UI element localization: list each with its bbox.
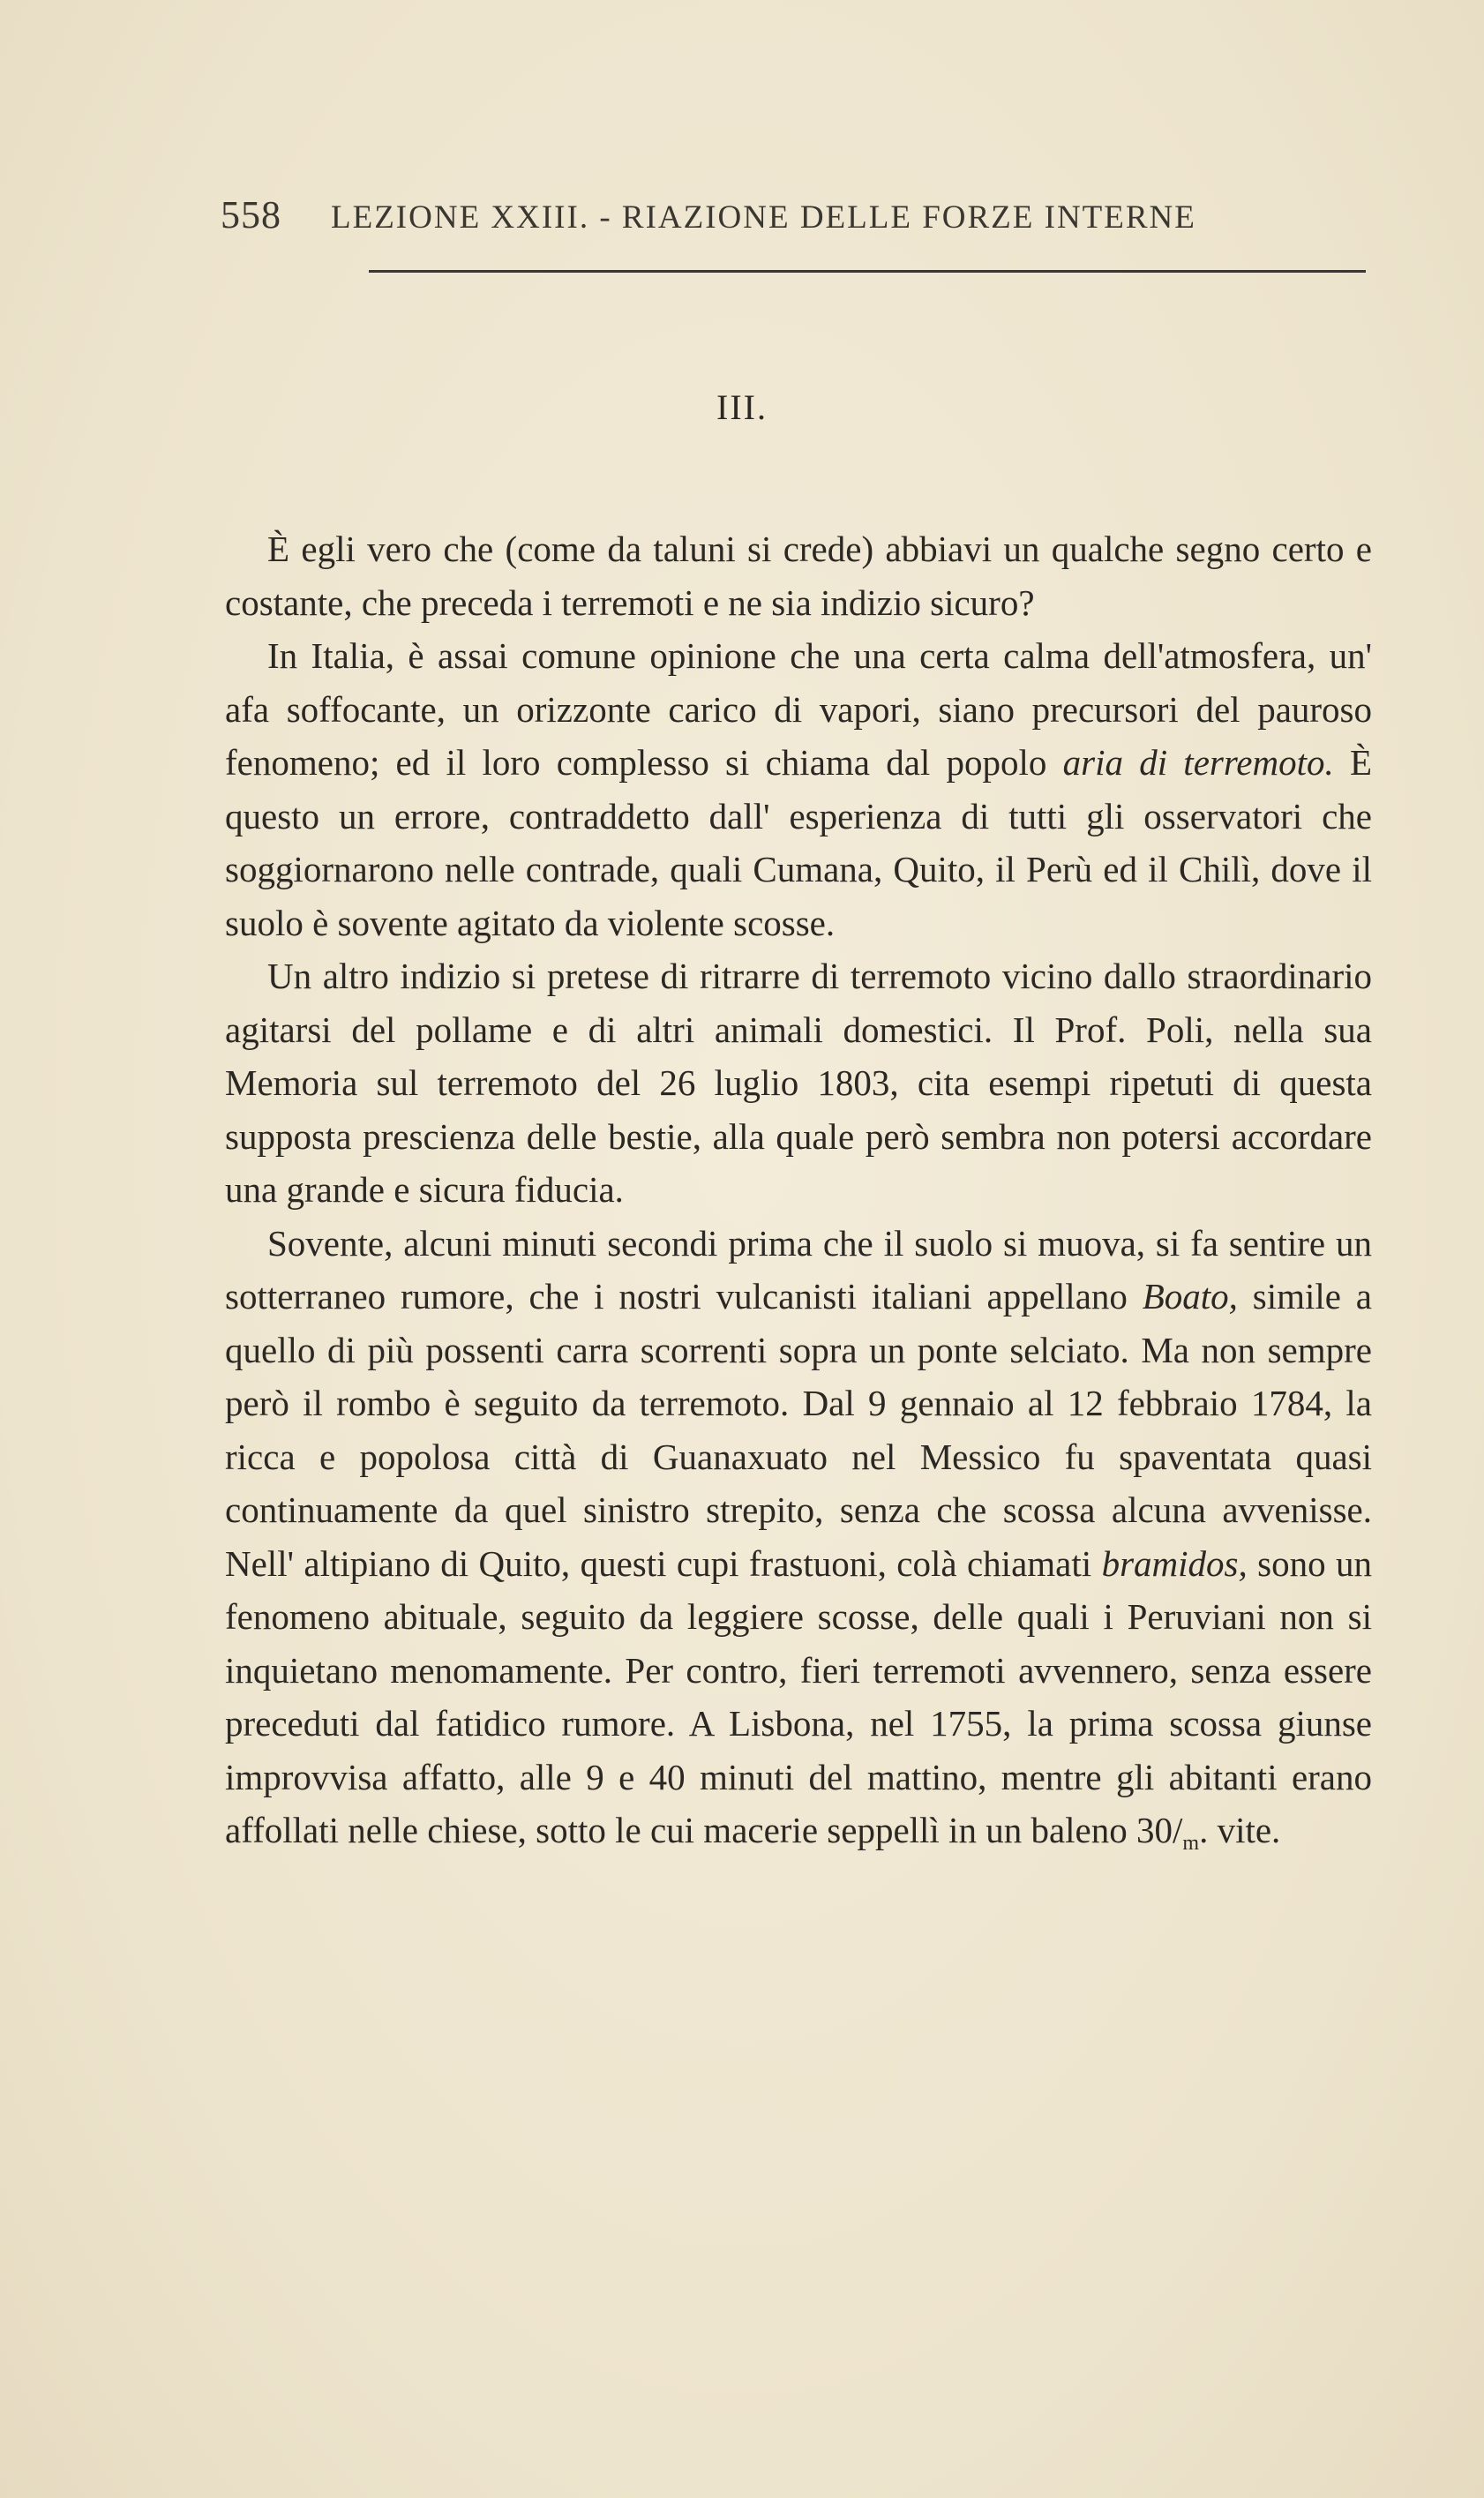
paragraph-4-text: Sovente, alcuni minuti secondi prima che il suolo si muova, si fa sentire un sotterraneo rumore, che i nostri vulcanisti italiani appellano	[225, 1222, 1372, 1317]
paragraph-4-text-end: . vite.	[1199, 1810, 1281, 1850]
page-number: 558	[221, 193, 281, 236]
page-header	[221, 192, 1244, 237]
fraction-number: 30/	[1136, 1810, 1183, 1850]
paragraph-2-italic: aria di terremoto.	[1062, 742, 1334, 783]
paragraph-2-text-end: È questo un errore, contraddetto dall' esperienza di tutti gli osservatori che soggiornarono nelle contrade, quali Cumana, Quito, il Perù ed il Chilì, dove il suolo è sovente agitato da violente scosse.	[225, 742, 1372, 943]
paragraph-4-text-middle: simile a quello di più possenti carra scorrenti sopra un ponte selciato. Ma non sempre però il rombo è seguito da terremoto. Dal 9 gennaio al 12 febbraio 1784, la ricca e popolosa città di Guanaxuato nel Messico fu spaventata quasi continuamente da quel sinistro strepito, senza che scossa alcuna avvenisse. Nell' altipiano di Quito, questi cupi frastuoni, colà chiamati	[225, 1276, 1372, 1584]
header-rule	[369, 270, 1366, 273]
paragraph-3: Un altro indizio si pretese di ritrarre di terremoto vicino dallo straordinario agitarsi del pollame e di altri animali domestici. Il Prof. Poli, nella sua Memoria sul terremoto del 26 luglio 1803, cita esempi ripetuti di questa supposta prescienza delle bestie, alla quale però sembra non potersi accordare una grande e sicura fiducia.	[225, 956, 1372, 1210]
running-head: LEZIONE XXIII. - RIAZIONE DELLE FORZE INTERNE	[331, 199, 1196, 236]
fraction-subscript: m	[1182, 1832, 1200, 1855]
paragraph-4-text-after: sono un fenomeno abituale, seguito da leggiere scosse, delle quali i Peruviani non si inquietano menomamente. Per contro, fieri terremoti avvennero, senza essere preceduti dal fatidico rumore. A Lisbona, nel 1755, la prima scossa giunse improvvisa affatto, alle 9 e 40 minuti del mattino, mentre gli abitanti erano affollati nelle chiese, sotto le cui macerie seppellì in un baleno	[225, 1542, 1372, 1850]
body-text	[225, 522, 1372, 1871]
paragraph-4-italic: Boato,	[1142, 1276, 1238, 1317]
paragraph-1: È egli vero che (come da taluni si crede) abbiavi un qualche segno certo e costante, che preceda i terremoti e ne sia indizio sicuro?	[225, 529, 1372, 623]
paragraph-4	[225, 1217, 1372, 1871]
paragraph-4-italic-2: bramidos,	[1101, 1542, 1248, 1584]
section-number: III.	[716, 387, 768, 427]
paragraph-2	[225, 629, 1372, 949]
paragraph-2-text: In Italia, è assai comune opinione che una certa calma dell'atmosfera, un' afa soffocante, un orizzonte carico di vapori, siano precursori del pauroso fenomeno; ed il loro complesso si chiama dal popolo	[225, 635, 1372, 783]
